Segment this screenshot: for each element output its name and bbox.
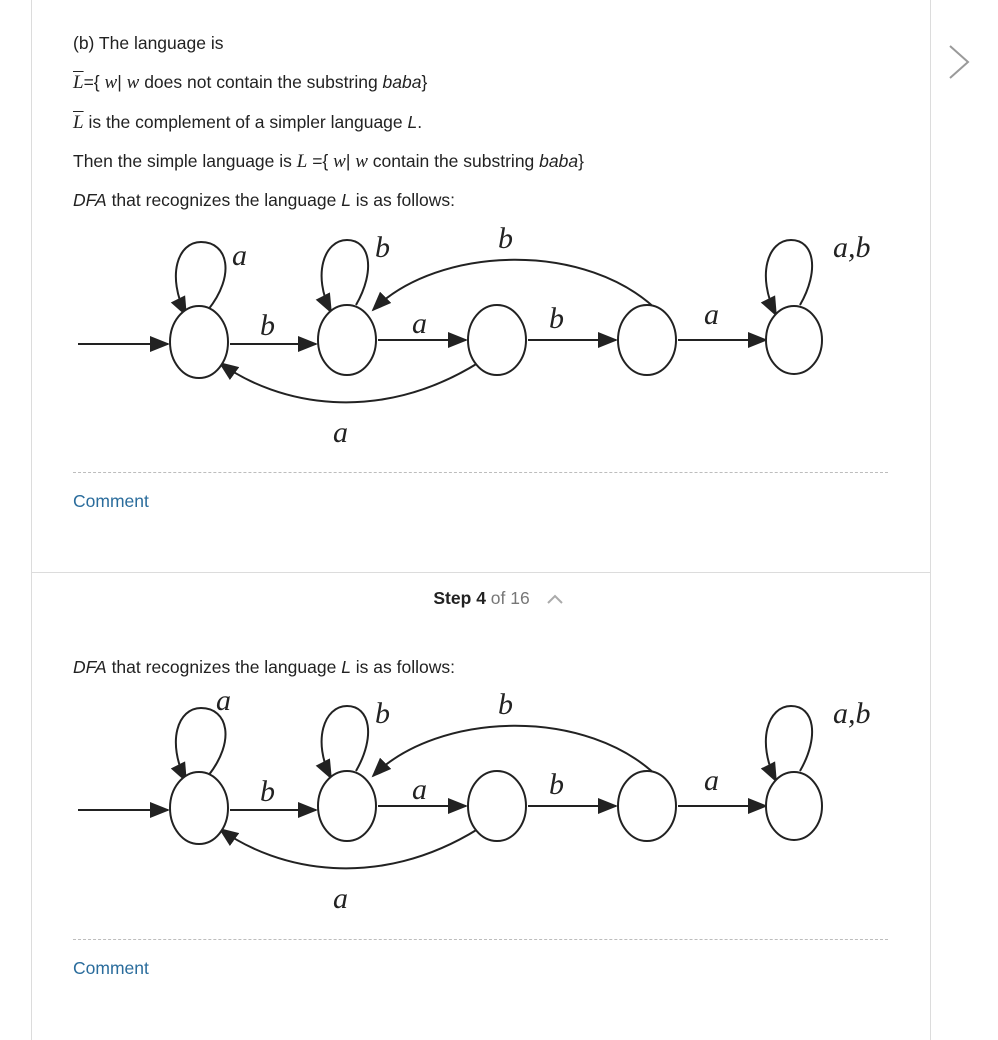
loop-label-q4: a,b (833, 231, 871, 264)
loop-label-q0: a (216, 686, 231, 717)
state-q3 (618, 305, 676, 375)
collapse-chevron-up-icon[interactable] (545, 592, 565, 606)
step-navigation[interactable]: Step 4 of 16 (0, 588, 998, 609)
step4-dfa-intro-text: DFA that recognizes the language L is as follows: (73, 657, 455, 677)
step4-comment-link[interactable]: Comment (73, 958, 149, 978)
loop-q4 (766, 240, 812, 315)
state-q2 (468, 771, 526, 841)
back-label-q2-q0: a (333, 882, 348, 915)
state-q0 (170, 772, 228, 844)
dfa-diagram-contains-baba (68, 220, 898, 455)
state-q3 (618, 771, 676, 841)
loop-q0 (176, 708, 226, 781)
back-edge-q3-q1 (373, 260, 660, 313)
next-step-chevron-icon[interactable] (944, 40, 974, 84)
comment-link[interactable]: Comment (73, 491, 149, 511)
edge-label-q2-q3: b (549, 302, 564, 335)
complement-explanation: $\overline{L}$ is the complement of a simpler language L. (73, 112, 423, 133)
state-q2 (468, 305, 526, 375)
state-q1 (318, 771, 376, 841)
loop-q1 (322, 706, 369, 778)
dfa-intro-text: DFA that recognizes the language L is as follows: (73, 190, 455, 210)
edge-label-q0-q1: b (260, 309, 275, 342)
state-q0 (170, 306, 228, 378)
step4-comment-separator (73, 939, 888, 940)
back-label-q3-q1: b (498, 222, 513, 255)
edge-label-q1-q2: a (412, 773, 427, 806)
step-divider (31, 572, 931, 573)
part-b-heading: (b) The language is (73, 33, 224, 53)
loop-label-q4: a,b (833, 697, 871, 730)
state-q4 (766, 772, 822, 840)
edge-label-q1-q2: a (412, 307, 427, 340)
comment-separator (73, 472, 888, 473)
state-q1 (318, 305, 376, 375)
loop-label-q1: b (375, 231, 390, 264)
back-label-q2-q0: a (333, 416, 348, 449)
dfa-diagram-complement (68, 686, 898, 921)
loop-q4 (766, 706, 812, 781)
loop-q1 (322, 240, 369, 312)
loop-label-q0: a (232, 239, 247, 272)
edge-label-q3-q4: a (704, 298, 719, 331)
loop-label-q1: b (375, 697, 390, 730)
edge-label-q2-q3: b (549, 768, 564, 801)
edge-label-q3-q4: a (704, 764, 719, 797)
state-q4 (766, 306, 822, 374)
back-label-q3-q1: b (498, 688, 513, 721)
complement-language-definition: $\overline{L}=${ w| w does not contain the substring baba} (73, 72, 428, 93)
simple-language-definition: Then the simple language is L ={ w| w contain the substring baba} (73, 151, 584, 172)
loop-q0 (176, 242, 226, 315)
back-edge-q3-q1 (373, 726, 660, 779)
edge-label-q0-q1: b (260, 775, 275, 808)
